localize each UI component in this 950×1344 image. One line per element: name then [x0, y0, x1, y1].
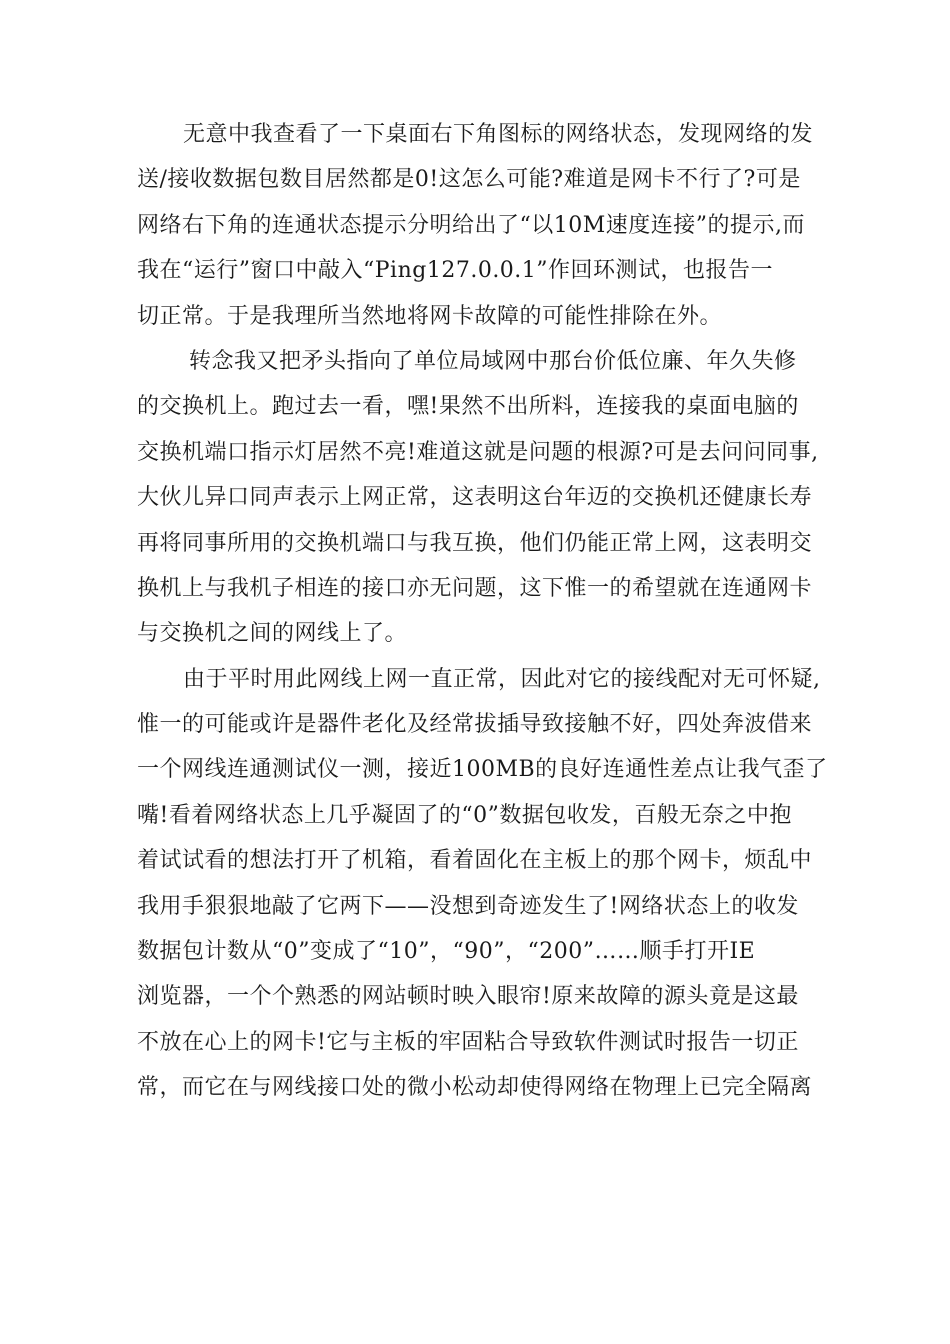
text-line: 常，而它在与网线接口处的微小松动却使得网络在物理上已完全隔离 [137, 1075, 813, 1101]
text-line: 网络右下角的连通状态提示分明给出了“以10M速度连接”的提示,而 [137, 212, 806, 238]
document-body [137, 112, 827, 1111]
text-line: 再将同事所用的交换机端口与我互换，他们仍能正常上网，这表明交 [137, 530, 813, 556]
text-line: 数据包计数从“0”变成了“10”，“90”，“200”……顺手打开IE [137, 939, 756, 965]
paragraph-3 [137, 657, 827, 1111]
text-line: 切正常。于是我理所当然地将网卡故障的可能性排除在外。 [137, 303, 723, 329]
text-line: 嘴!看着网络状态上几乎凝固了的“0”数据包收发，百般无奈之中抱 [137, 802, 792, 828]
text-line: 由于平时用此网线上网一直正常，因此对它的接线配对无可怀疑, [183, 666, 821, 692]
text-line: 转念我又把矛头指向了单位局域网中那台价低位廉、年久失修 [189, 348, 797, 374]
text-line: 惟一的可能或许是器件老化及经常拔插导致接触不好，四处奔波借来 [137, 712, 813, 738]
text-line: 我在“运行”窗口中敲入“Ping127.0.0.1”作回环测试，也报告一 [137, 258, 774, 284]
paragraph-1 [137, 112, 827, 339]
text-line: 无意中我查看了一下桌面右下角图标的网络状态，发现网络的发 [183, 122, 814, 147]
text-line: 我用手狠狠地敲了它两下——没想到奇迹发生了!网络状态上的收发 [137, 893, 799, 919]
text-line: 与交换机之间的网线上了。 [137, 621, 408, 647]
text-line: 交换机端口指示灯居然不亮!难道这就是问题的根源?可是去问问同事, [137, 439, 819, 465]
text-line: 的交换机上。跑过去一看，嘿!果然不出所料，连接我的桌面电脑的 [137, 394, 799, 420]
text-line: 不放在心上的网卡!它与主板的牢固粘合导致软件测试时报告一切正 [137, 1029, 799, 1055]
text-line: 着试试看的想法打开了机箱，看着固化在主板上的那个网卡，烦乱中 [137, 848, 813, 874]
text-line: 送/接收数据包数目居然都是0!这怎么可能?难道是网卡不行了?可是 [137, 167, 801, 193]
text-line: 一个网线连通测试仪一测，接近100MB的良好连通性差点让我气歪了 [137, 757, 828, 783]
paragraph-2 [137, 339, 827, 657]
text-line: 换机上与我机子相连的接口亦无问题，这下惟一的希望就在连通网卡 [137, 575, 813, 601]
text-line: 浏览器，一个个熟悉的网站顿时映入眼帘!原来故障的源头竟是这最 [137, 984, 799, 1010]
text-line: 大伙儿异口同声表示上网正常，这表明这台年迈的交换机还健康长寿 [137, 485, 813, 511]
